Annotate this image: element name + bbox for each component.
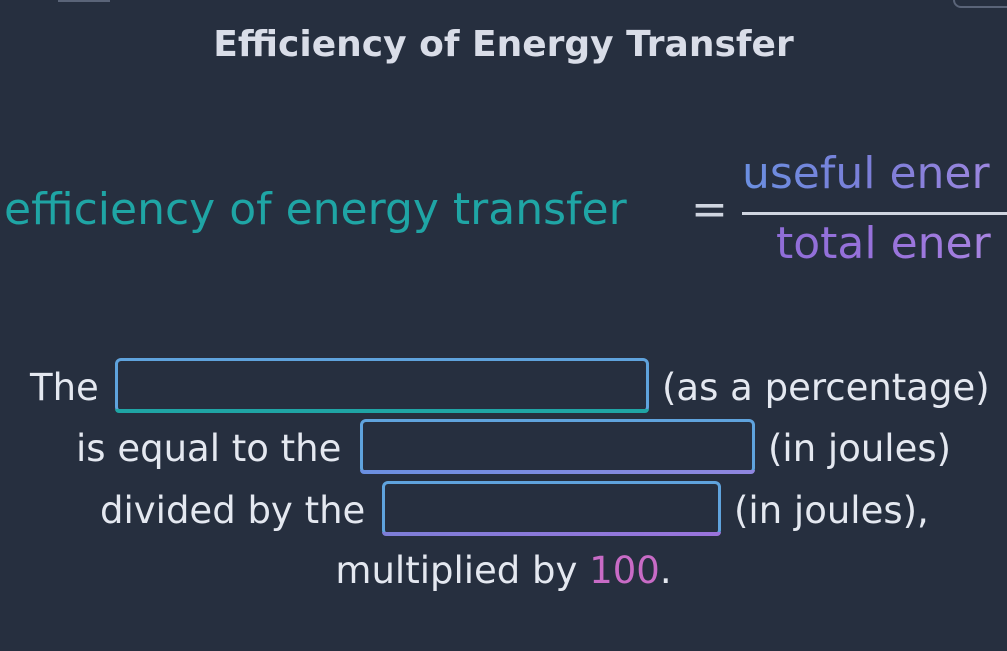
sentence-line1-prefix: The xyxy=(30,366,99,409)
page-title: Efficiency of Energy Transfer xyxy=(213,24,794,65)
multiplier-number: 100 xyxy=(589,549,660,592)
sentence-line4-prefix: multiplied by xyxy=(335,549,578,592)
top-divider xyxy=(58,0,110,2)
formula-equals-sign: = xyxy=(691,184,728,235)
sentence-line3-prefix: divided by the xyxy=(100,489,366,532)
blank-useful-energy[interactable] xyxy=(360,419,755,474)
sentence-line2-suffix: (in joules) xyxy=(768,427,952,470)
formula-denominator: total ener xyxy=(776,218,991,269)
corner-outline xyxy=(953,0,1007,8)
sentence-line3-suffix: (in joules), xyxy=(734,489,929,532)
formula-lhs: efficiency of energy transfer xyxy=(4,184,627,235)
blank-efficiency[interactable] xyxy=(115,358,649,413)
blank-total-energy[interactable] xyxy=(382,481,721,536)
fraction-bar xyxy=(742,212,1007,215)
formula-numerator: useful ener xyxy=(742,148,990,199)
sentence-line4-suffix: . xyxy=(659,549,672,592)
sentence-line4 xyxy=(0,549,1007,592)
sentence-line1-suffix: (as a percentage) xyxy=(662,366,990,409)
sentence-line2-prefix: is equal to the xyxy=(76,427,342,470)
